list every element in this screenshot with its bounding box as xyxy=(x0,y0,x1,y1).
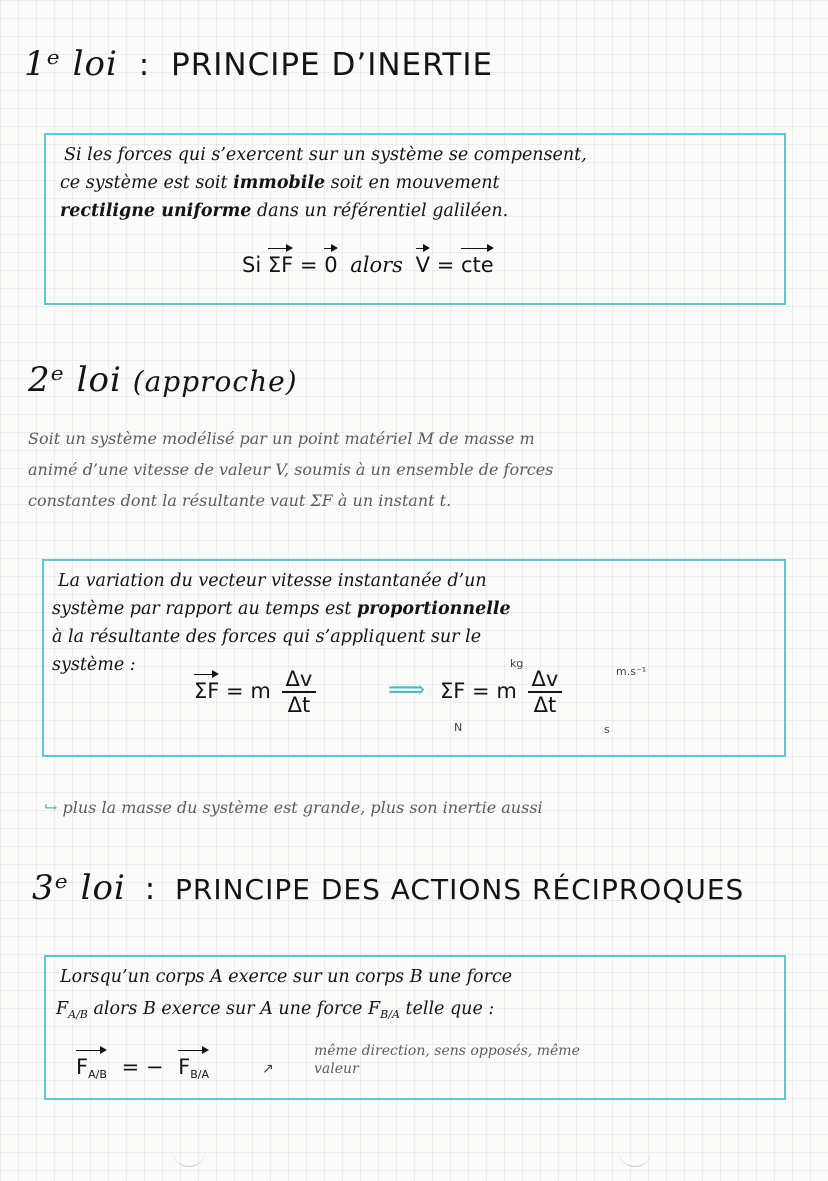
law2-formula-scalar: ΣF = m $\frac{\Delta v}{\Delta t}$ xyxy=(440,667,566,717)
law3-title: PRINCIPE DES ACTIONS RÉCIPROQUES xyxy=(175,873,745,906)
sum-forces-vector: ΣF xyxy=(268,247,293,277)
zero-vector: 0 xyxy=(324,247,337,277)
law2-heading xyxy=(28,360,298,400)
law3-separator: : xyxy=(144,871,157,907)
law2-box xyxy=(42,559,786,757)
law2-box-line3: à la résultante des forces qui s’appliquent sur le xyxy=(52,627,482,647)
law1-box-line3: rectiligne uniforme dans un référentiel galiléen. xyxy=(60,201,509,221)
law1-box-line1: Si les forces qui s’exercent sur un système se compensent, xyxy=(64,145,587,165)
law2-intro-line1: Soit un système modélisé par un point matériel M de masse m xyxy=(28,429,535,448)
law2-intro-line2: animé d’une vitesse de valeur V, soumis à un ensemble de forces xyxy=(28,460,554,479)
law2-note: ↪ plus la masse du système est grande, plus son inertie aussi xyxy=(44,798,543,817)
law3-formula: $F_{A/B}$ = − $F_{B/A}$ xyxy=(76,1049,209,1081)
law3-lead: 3ᵉ loi xyxy=(32,868,126,908)
force-ba-vector: $F_{B/A}$ xyxy=(178,1049,209,1081)
unit-s: s xyxy=(604,723,610,736)
unit-n: N xyxy=(454,721,463,734)
law3-heading xyxy=(32,868,744,908)
law3-box-line1: Lorsqu’un corps A exerce sur un corps B une force xyxy=(60,967,513,987)
law2-formula-vector: ΣF = m $\frac{\Delta v}{\Delta t}$ xyxy=(194,667,320,717)
law1-box-line2: ce système est soit immobile soit en mouvement xyxy=(60,173,500,193)
implies-arrow: ⟹ xyxy=(388,675,426,705)
law3-comment-line2: valeur xyxy=(314,1061,359,1077)
law1-title: PRINCIPE D’INERTIE xyxy=(171,47,494,83)
note-arrow-icon: ↪ xyxy=(44,798,58,817)
law3-box-line2: $F_{A/B}$ alors B exerce sur A une force $F_{B/A}$ telle que : xyxy=(56,999,495,1021)
law2-lead: 2ᵉ loi xyxy=(28,360,122,400)
law1-heading xyxy=(24,44,493,84)
law1-separator: : xyxy=(138,47,151,83)
unit-kg: kg xyxy=(510,657,524,670)
delta-v-over-delta-t: $\frac{\Delta v}{\Delta t}$ xyxy=(282,667,317,717)
sum-forces-vector-2: ΣF xyxy=(194,673,219,703)
constant-vector: cte xyxy=(461,247,494,277)
comment-arrow-icon: ↗ xyxy=(262,1061,274,1077)
velocity-vector: V xyxy=(416,247,430,277)
law3-comment-line1: même direction, sens opposés, même xyxy=(314,1043,580,1059)
immobile-text: immobile xyxy=(233,173,326,193)
force-ab-vector: $F_{A/B}$ xyxy=(76,1049,107,1081)
law1-lead: 1ᵉ loi xyxy=(24,44,118,84)
unit-ms: m.s⁻¹ xyxy=(616,665,647,678)
binder-hole-right xyxy=(618,1148,652,1167)
law2-box-line4: système : xyxy=(52,655,136,675)
rectiligne-uniforme-text: rectiligne uniforme xyxy=(60,201,252,221)
law1-box xyxy=(44,133,786,305)
law2-intro-line3: constantes dont la résultante vaut ΣF à un instant t. xyxy=(28,491,452,510)
proportionnelle-text: proportionnelle xyxy=(356,599,511,619)
law1-formula: Si ΣF = 0 alors V = cte xyxy=(242,247,494,277)
law3-box xyxy=(44,955,786,1100)
law2-subtitle: (approche) xyxy=(132,365,298,398)
binder-hole-left xyxy=(172,1148,206,1167)
law2-box-line1: La variation du vecteur vitesse instantanée d’un xyxy=(58,571,487,591)
law2-box-line2: système par rapport au temps est proportionnelle xyxy=(52,599,511,619)
delta-v-over-delta-t-scalar: $\frac{\Delta v}{\Delta t}$ xyxy=(528,667,563,717)
